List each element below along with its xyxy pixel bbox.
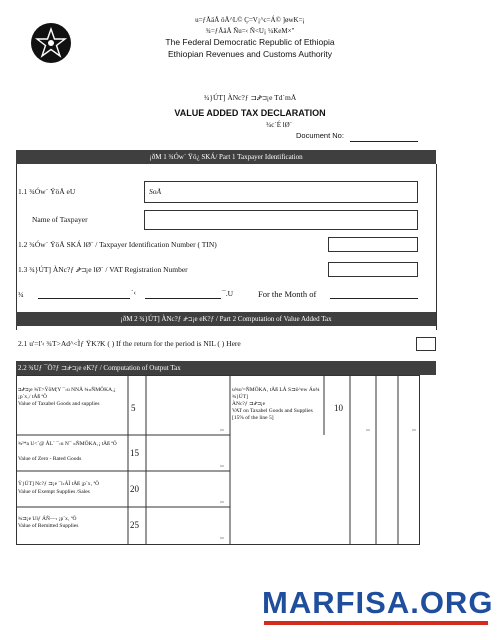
row-10-amharic-label: u¾u'=ÑMÖKA‚ tÅß LÅ S⊐ö^ew Áu¾ ¾}ÚT] <box>232 387 320 400</box>
output-tax-header-bar: 2.2 ¾Uƒ ¯Ö?ƒ ⊐ታ⊐¡e eK?ƒ / Computation of Output Tax <box>16 361 436 375</box>
row-5-value-field[interactable] <box>147 376 229 434</box>
nil-return-label: 2.1 u'=l'‹ ¾T>Ad^<Ìƒ ŸK?K ( ) If the return for the period is NIL ( ) Here <box>18 339 241 348</box>
amharic-form-title: ¾}ÚT] ÀNc?ƒ ⊐ታ⊐¡e Td`mÅ <box>203 93 297 102</box>
month-suffix-text: ¯.U <box>222 289 234 298</box>
taxpayer-name-field[interactable] <box>144 210 418 230</box>
row-10-number: 10 <box>334 403 343 413</box>
month-prefix: ¾ <box>18 290 24 299</box>
emblem-logo <box>30 22 72 64</box>
month-amharic-field[interactable] <box>38 298 130 299</box>
row-25-amharic-label: ¾⊐¡e Ulƒ ÁÑ—‹ ¡p`x‚ ªÖ <box>18 516 77 522</box>
marfisa-watermark: MARFISA.ORG <box>262 585 494 620</box>
month-mid-text: `‹ <box>131 288 136 297</box>
month-label: For the Month of <box>258 289 317 299</box>
vat-registration-label: 1.3 ¾}ÚT] ÀNc?ƒ ታ⊐¡e lØ` / VAT Registration Number <box>18 265 188 274</box>
month-field[interactable] <box>330 298 418 299</box>
header-english-line2: Ethiopian Revenues and Customs Authority <box>168 49 332 59</box>
form-title: VALUE ADDED TAX DECLARATION <box>174 108 326 118</box>
part1-header-bar: ¡ðM 1 ¾Ów` Ÿö¿ SKÁ/ Part 1 Taxpayer Identification <box>16 150 436 164</box>
row-20-amharic-label: Ÿ}ÚT] Nc?ƒ ⊐¡e ¯l‹ÁÏ tÅß ¡p`x‚ ªÖ <box>18 481 100 487</box>
row-15-label: Value of Zero - Rated Goods <box>18 456 82 462</box>
year-amharic-field[interactable] <box>145 298 221 299</box>
vat-registration-field[interactable] <box>328 262 418 277</box>
row-20-value-field[interactable] <box>147 472 229 506</box>
header-amharic-line2: ¾=ƒÅäÅ Ñu=‹ Ñ<U¡ ¼KeM×" <box>205 27 295 35</box>
row-25-label: Value of Remitted Supplies <box>18 523 79 529</box>
part1-right-border <box>436 164 437 330</box>
tin-field[interactable] <box>328 237 418 252</box>
part1-left-border <box>16 164 17 330</box>
row-20-number: 20 <box>130 484 139 494</box>
row-15-amharic-label: ¾²*a U<`@ ÅL¨ ¯‹u N¯ «ÑMÖKA‚¡ tÅß ªÖ <box>18 441 117 447</box>
output-tax-table <box>16 375 436 545</box>
header-amharic-line1: u=ƒÅäÅ öÅ^L© Ç=V¡^c=Á© ]øwK=¡ <box>195 16 305 24</box>
row-25-number: 25 <box>130 520 139 530</box>
tin-label: 1.2 ¾Ów` ŸöÅ SKÁ lØ` / Taxpayer Identification Number ( TIN) <box>18 240 217 249</box>
row-10-value-field[interactable] <box>377 376 397 434</box>
taxpayer-name-label: Name of Taxpayer <box>32 215 88 224</box>
row-10-amharic-label-2: ÀNc?ƒ ⊐ታ⊐¡e <box>232 401 266 407</box>
taxpayer-name-amharic-field[interactable] <box>144 181 418 203</box>
row-5-amharic-label: ⊐ታ⊐¡e ¾T>ŸõM¦Y ¯‹u NNÅ ¾«ÑMÖKA‚¡ ¡p`x‚/ tÅß ªÖ <box>18 387 116 400</box>
row-5-label: Value of Taxabel Goods and supplies <box>18 401 100 407</box>
amharic-doc-number-label: ¾c`É lØ` <box>266 121 293 129</box>
header-english-line1: The Federal Democratic Republic of Ethiopia <box>165 37 335 47</box>
nil-return-checkbox[interactable] <box>416 337 436 351</box>
taxpayer-name-amharic-value: SoÅ <box>149 187 162 196</box>
row-20-label: Value of Exempt Supplies /Sales <box>18 489 90 495</box>
part2-header-bar: ¡ðM 2 ¾}ÚT] ÀNc?ƒ ታ⊐¡e eK?ƒ / Part 2 Computation of Value Added Tax <box>16 312 436 326</box>
document-number-label: Document No: <box>296 131 344 140</box>
taxpayer-name-amharic-label: 1.1 ¾Ów` ŸöÅ eU <box>18 187 76 196</box>
row-10-label: VAT on Taxabel Goods and Supplies [15% of the line 5] <box>232 408 313 421</box>
row-5-number: 5 <box>131 403 136 413</box>
row-15-value-field[interactable] <box>147 436 229 470</box>
watermark-underline <box>264 621 488 625</box>
row-25-value-field[interactable] <box>147 508 229 544</box>
row-15-number: 15 <box>130 448 139 458</box>
document-number-field[interactable] <box>350 141 418 142</box>
